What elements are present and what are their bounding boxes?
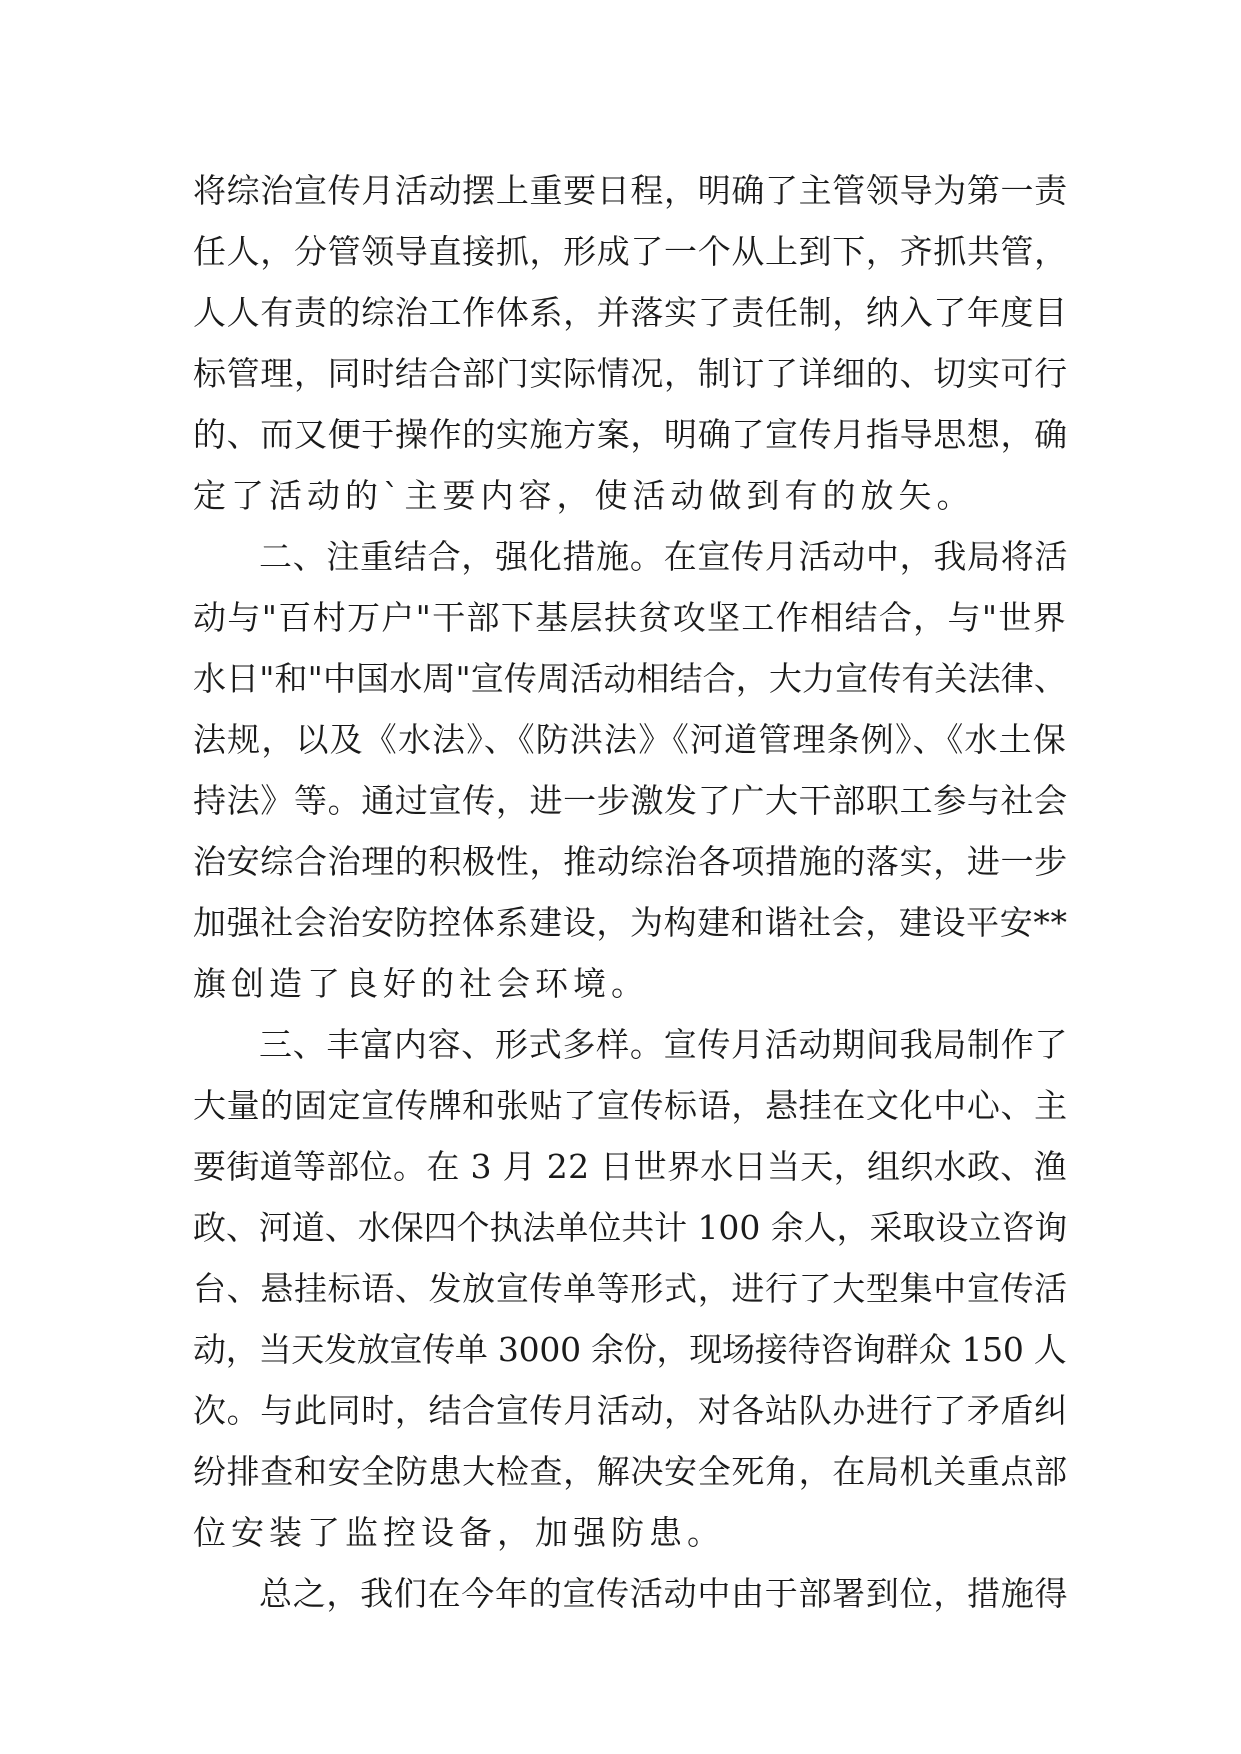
text-line: 纷排查和安全防患大检查，解决安全死角，在局机关重点部 <box>193 1452 1068 1491</box>
text-line: 位安装了监控设备，加强防患。 <box>193 1513 725 1552</box>
text-line: 人人有责的综治工作体系，并落实了责任制，纳入了年度目 <box>193 293 1068 332</box>
body-text <box>193 160 1073 1624</box>
text-line: 任人，分管领导直接抓，形成了一个从上到下，齐抓共管， <box>193 232 1068 271</box>
text-line: 的、而又便于操作的实施方案，明确了宣传月指导思想，确 <box>193 415 1068 454</box>
text-line: 旗创造了良好的社会环境。 <box>193 964 649 1003</box>
paragraph-start-line: 总之，我们在今年的宣传活动中由于部署到位，措施得 <box>259 1574 1069 1613</box>
paragraph-start-line: 二、注重结合，强化措施。在宣传月活动中，我局将活 <box>259 537 1069 576</box>
text-line: 将综治宣传月活动摆上重要日程，明确了主管领导为第一责 <box>193 171 1068 210</box>
text-line: 政、河道、水保四个执法单位共计 100 余人，采取设立咨询 <box>193 1208 1068 1247</box>
text-line: 次。与此同时，结合宣传月活动，对各站队办进行了矛盾纠 <box>193 1391 1068 1430</box>
text-line: 法规，以及《水法》、《防洪法》《河道管理条例》、《水土保 <box>193 720 1067 759</box>
paragraph-start-line: 三、丰富内容、形式多样。宣传月活动期间我局制作了 <box>259 1025 1069 1064</box>
text-line: 动与"百村万户"干部下基层扶贫攻坚工作相结合，与"世界 <box>193 598 1068 637</box>
text-line: 水日"和"中国水周"宣传周活动相结合，大力宣传有关法律、 <box>193 659 1067 698</box>
text-line: 要街道等部位。在 3 月 22 日世界水日当天，组织水政、渔 <box>193 1147 1067 1186</box>
text-line: 治安综合治理的积极性，推动综治各项措施的落实，进一步 <box>193 842 1068 881</box>
text-line: 台、悬挂标语、发放宣传单等形式，进行了大型集中宣传活 <box>193 1269 1068 1308</box>
text-line: 标管理，同时结合部门实际情况，制订了详细的、切实可行 <box>193 354 1068 393</box>
text-line: 动，当天发放宣传单 3000 余份，现场接待咨询群众 150 人 <box>193 1330 1067 1369</box>
text-line: 定了活动的`主要内容，使活动做到有的放矢。 <box>193 476 975 515</box>
text-line: 持法》等。通过宣传，进一步激发了广大干部职工参与社会 <box>193 781 1068 820</box>
text-line: 加强社会治安防控体系建设，为构建和谐社会，建设平安** <box>193 903 1068 942</box>
text-line: 大量的固定宣传牌和张贴了宣传标语，悬挂在文化中心、主 <box>193 1086 1068 1125</box>
